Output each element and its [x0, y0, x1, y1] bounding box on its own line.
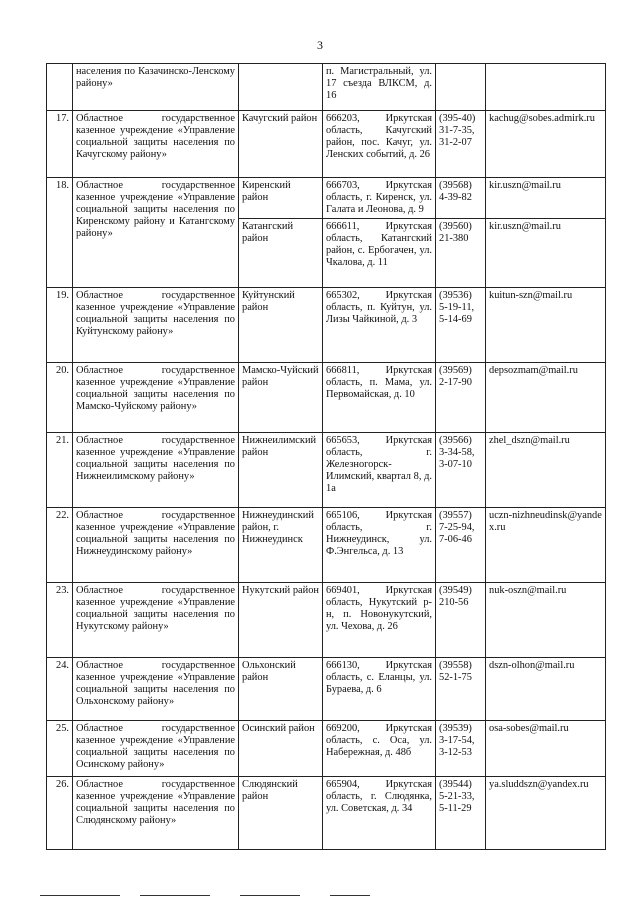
- organization-name: Областное государственное казенное учреждение «Управление социальной защиты населения по Мамско-Чуйскому району»: [73, 363, 239, 433]
- email: dszn-olhon@mail.ru: [486, 658, 606, 721]
- organization-name: Областное государственное казенное учреждение «Управление социальной защиты населения по Нижнеудинскому району»: [73, 508, 239, 583]
- table-row: [47, 777, 606, 850]
- district-name: [239, 64, 323, 111]
- phone: (39568) 4-39-82: [436, 178, 486, 219]
- address: 665904, Иркутская область, г. Слюдянка, ул. Советская, д. 34: [323, 777, 436, 850]
- table-row: [47, 64, 606, 111]
- row-number: 21.: [47, 433, 73, 508]
- district-name: Нукутский район: [239, 583, 323, 658]
- table-row: [47, 111, 606, 178]
- organization-name: Областное государственное казенное учреждение «Управление социальной защиты населения по Осинскому району»: [73, 721, 239, 777]
- email: ya.sluddszn@yandex.ru: [486, 777, 606, 850]
- email: kir.uszn@mail.ru: [486, 178, 606, 219]
- address: п. Магистральный, ул. 17 съезда ВЛКСМ, д. 16: [323, 64, 436, 111]
- organization-name: Областное государственное казенное учреждение «Управление социальной защиты населения по Куйтунскому району»: [73, 288, 239, 363]
- district-name: Нижнеудинский район, г. Нижнеудинск: [239, 508, 323, 583]
- email: kir.uszn@mail.ru: [486, 219, 606, 288]
- organization-name: Областное государственное казенное учреждение «Управление социальной защиты населения по Качугскому району»: [73, 111, 239, 178]
- row-number: 23.: [47, 583, 73, 658]
- district-name: Киренский район: [239, 178, 323, 219]
- row-number: [47, 64, 73, 111]
- phone: (39558) 52-1-75: [436, 658, 486, 721]
- footer-rules: [0, 895, 640, 903]
- district-name: Мамско-Чуйский район: [239, 363, 323, 433]
- address: 665653, Иркутская область, г. Железногорск-Илимский, квартал 8, д. 1а: [323, 433, 436, 508]
- email: zhel_dszn@mail.ru: [486, 433, 606, 508]
- table-row: [47, 721, 606, 777]
- phone: (39549) 210-56: [436, 583, 486, 658]
- agencies-table: [46, 63, 606, 850]
- organization-name: Областное государственное казенное учреждение «Управление социальной защиты населения по Нукутскому району»: [73, 583, 239, 658]
- email: uczn-nizhneudinsk@yandex.ru: [486, 508, 606, 583]
- table-row: [47, 583, 606, 658]
- address: 669401, Иркутская область, Нукутский р-н, п. Новонукутский, ул. Чехова, д. 26: [323, 583, 436, 658]
- phone: (39557) 7-25-94, 7-06-46: [436, 508, 486, 583]
- row-number: 17.: [47, 111, 73, 178]
- row-number: 25.: [47, 721, 73, 777]
- phone: (39544) 5-21-33, 5-11-29: [436, 777, 486, 850]
- district-name: Слюдянский район: [239, 777, 323, 850]
- address: 666811, Иркутская область, п. Мама, ул. Первомайская, д. 10: [323, 363, 436, 433]
- address: 665106, Иркутская область, г. Нижнеудинск, ул. Ф.Энгельса, д. 13: [323, 508, 436, 583]
- district-name: Катангский район: [239, 219, 323, 288]
- phone: (39536) 5-19-11, 5-14-69: [436, 288, 486, 363]
- district-name: Куйтунский район: [239, 288, 323, 363]
- table-row: [47, 178, 606, 219]
- district-name: Осинский район: [239, 721, 323, 777]
- address: 666203, Иркутская область, Качугский район, пос. Качуг, ул. Ленских событий, д. 26: [323, 111, 436, 178]
- table-row: [47, 658, 606, 721]
- district-name: Нижнеилимский район: [239, 433, 323, 508]
- email: nuk-oszn@mail.ru: [486, 583, 606, 658]
- address: 666703, Иркутская область, г. Киренск, ул. Галата и Леонова, д. 9: [323, 178, 436, 219]
- email: kachug@sobes.admirk.ru: [486, 111, 606, 178]
- phone: (39560) 21-380: [436, 219, 486, 288]
- address: 666611, Иркутская область, Катангский район, с. Ербогачен, ул. Чкалова, д. 11: [323, 219, 436, 288]
- email: kuitun-szn@mail.ru: [486, 288, 606, 363]
- row-number: 22.: [47, 508, 73, 583]
- district-name: Качугский район: [239, 111, 323, 178]
- address: 666130, Иркутская область, с. Еланцы, ул. Бураева, д. 6: [323, 658, 436, 721]
- organization-name: населения по Казачинско-Ленскому району»: [73, 64, 239, 111]
- organization-name: Областное государственное казенное учреждение «Управление социальной защиты населения по Киренскому району и Катангскому району»: [73, 178, 239, 288]
- email: depsozmam@mail.ru: [486, 363, 606, 433]
- organization-name: Областное государственное казенное учреждение «Управление социальной защиты населения по Слюдянскому району»: [73, 777, 239, 850]
- phone: [436, 64, 486, 111]
- row-number: 18.: [47, 178, 73, 288]
- row-number: 26.: [47, 777, 73, 850]
- table-row: [47, 508, 606, 583]
- table-row: [47, 288, 606, 363]
- row-number: 20.: [47, 363, 73, 433]
- organization-name: Областное государственное казенное учреждение «Управление социальной защиты населения по Ольхонскому району»: [73, 658, 239, 721]
- phone: (39566) 3-34-58, 3-07-10: [436, 433, 486, 508]
- phone: (39539) 3-17-54, 3-12-53: [436, 721, 486, 777]
- email: osa-sobes@mail.ru: [486, 721, 606, 777]
- organization-name: Областное государственное казенное учреждение «Управление социальной защиты населения по Нижнеилимскому району»: [73, 433, 239, 508]
- table-row: [47, 363, 606, 433]
- phone: (395-40) 31-7-35, 31-2-07: [436, 111, 486, 178]
- table-row: [47, 433, 606, 508]
- address: 665302, Иркутская область, п. Куйтун, ул. Лизы Чайкиной, д. 3: [323, 288, 436, 363]
- row-number: 24.: [47, 658, 73, 721]
- row-number: 19.: [47, 288, 73, 363]
- district-name: Ольхонский район: [239, 658, 323, 721]
- table-body: [47, 64, 606, 850]
- page-number: 3: [317, 38, 323, 52]
- phone: (39569) 2-17-90: [436, 363, 486, 433]
- address: 669200, Иркутская область, с. Оса, ул. Набережная, д. 48б: [323, 721, 436, 777]
- email: [486, 64, 606, 111]
